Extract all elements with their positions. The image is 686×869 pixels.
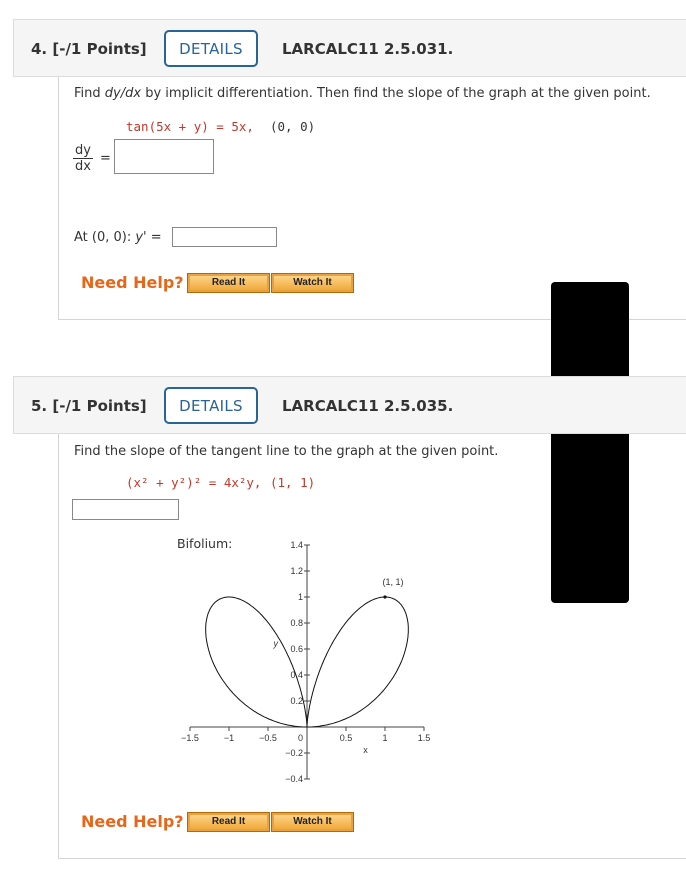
read-it-button[interactable]: Read It bbox=[187, 812, 270, 832]
x-tick-label: −1.5 bbox=[181, 733, 199, 743]
y-tick-label: 1.2 bbox=[290, 566, 303, 576]
x-tick-label: 0 bbox=[297, 733, 303, 743]
point-annotation: (1, 1) bbox=[382, 577, 404, 587]
equals-sign: = bbox=[100, 151, 111, 166]
y-tick-label: 0.4 bbox=[290, 670, 303, 680]
problem-code: LARCALC11 2.5.031. bbox=[282, 40, 454, 58]
equation: (x² + y²)² = 4x²y, bbox=[126, 475, 262, 490]
given-point: (0, 0) bbox=[270, 119, 316, 134]
details-button[interactable]: DETAILS bbox=[164, 30, 258, 67]
y-tick-label: −0.2 bbox=[285, 748, 303, 758]
watch-it-button[interactable]: Watch It bbox=[271, 273, 354, 293]
y-tick-label: −0.4 bbox=[285, 774, 303, 784]
x-tick-label: 0.5 bbox=[339, 733, 353, 743]
y-tick-label: 0.2 bbox=[290, 696, 303, 706]
slope-answer-field[interactable] bbox=[72, 499, 179, 520]
question-5-body bbox=[58, 434, 686, 859]
y-tick-label: 0.8 bbox=[290, 618, 303, 628]
need-help-label: Need Help? bbox=[81, 273, 184, 292]
slope-answer-field[interactable] bbox=[172, 227, 277, 247]
question-prompt: Find dy/dx by implicit differentiation. Then find the slope of the graph at the given point. bbox=[74, 86, 651, 101]
x-tick-label: −1 bbox=[223, 733, 235, 743]
dy-dx-answer-field[interactable] bbox=[114, 139, 214, 174]
x-axis-label: x bbox=[363, 745, 368, 755]
x-tick-label: 1.5 bbox=[417, 733, 431, 743]
question-4-header bbox=[13, 19, 686, 77]
read-it-button[interactable]: Read It bbox=[187, 273, 270, 293]
given-point: (1, 1) bbox=[270, 475, 316, 490]
x-tick-label: −0.5 bbox=[259, 733, 277, 743]
x-tick-label: 1 bbox=[382, 733, 388, 743]
need-help-label: Need Help? bbox=[81, 812, 184, 831]
question-number: 5. [-/1 Points] bbox=[31, 397, 147, 415]
y-tick-label: 1 bbox=[297, 592, 303, 602]
question-prompt: Find the slope of the tangent line to the graph at the given point. bbox=[74, 444, 499, 459]
y-tick-label: 1.4 bbox=[290, 540, 303, 550]
problem-code: LARCALC11 2.5.035. bbox=[282, 397, 454, 415]
question-5-header bbox=[13, 376, 686, 434]
equation: tan(5x + y) = 5x, bbox=[126, 119, 254, 134]
slope-label: At (0, 0): y' = bbox=[74, 230, 162, 245]
y-tick-label: 0.6 bbox=[290, 644, 303, 654]
y-axis-label: y bbox=[273, 638, 279, 649]
details-button[interactable]: DETAILS bbox=[164, 387, 258, 424]
chart-title: Bifolium: bbox=[177, 536, 233, 551]
dy-dx-fraction: $\frac{dy}{dx}$ bbox=[75, 143, 91, 174]
watch-it-button[interactable]: Watch It bbox=[271, 812, 354, 832]
question-number: 4. [-/1 Points] bbox=[31, 40, 147, 58]
